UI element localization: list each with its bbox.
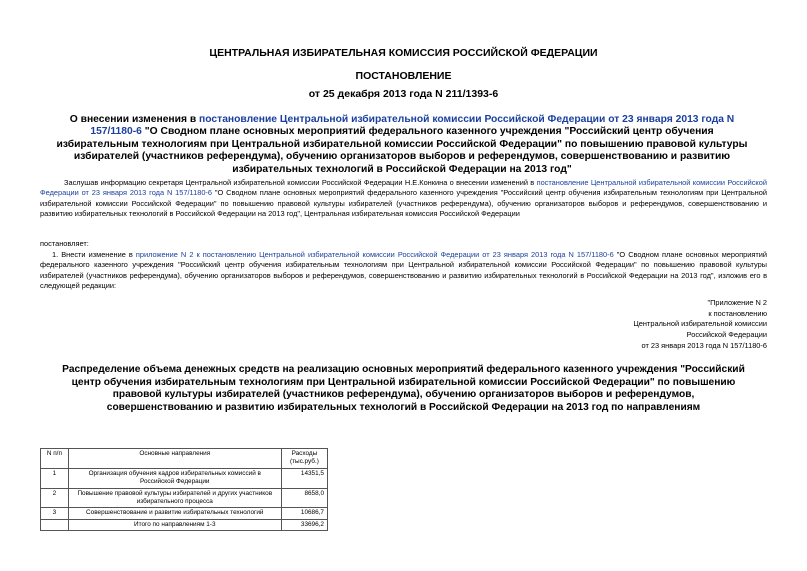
- table-title: Распределение объема денежных средств на реализацию основных мероприятий федерального казенного учреждения "Российский центр обучения избирательным технологиям при Центральной избирательной комиссии Российской Федерации" по повышению правовой культуры избирателей (участников референдума), обучению организаторов выборов и референдумов, совершенствованию и развитию избирательных технологий в Российской Федерации на 2013 год по направлениям: [62, 364, 745, 413]
- row-name: Организация обучения кадров избирательных комиссий в Российской Федерации: [68, 468, 281, 488]
- item1-link[interactable]: приложение N 2 к постановлению Центральной избирательной комиссии Российской Федерации от 23 января 2013 года N 157/1180-6: [135, 250, 614, 259]
- appendix-line-1: "Приложение N 2: [707, 298, 767, 307]
- table-row: [41, 468, 328, 488]
- doc-type-heading: ПОСТАНОВЛЕНИЕ: [355, 70, 452, 82]
- row-name: Совершенствование и развитие избирательных технологий: [68, 508, 281, 519]
- preamble-prefix: Заслушав информацию секретаря Центральной избирательной комиссии Российской Федерации Н.Е.Конкина о внесении изменений в: [64, 178, 537, 187]
- subject-prefix: О внесении изменения в: [69, 114, 200, 125]
- appendix-line-4: Российской Федерации: [686, 330, 767, 340]
- preamble-link[interactable]: постановление Центральной избирательной комиссии Российской Федерации от 23 января 2013 года N 157/1180-6: [40, 178, 767, 198]
- date-number-heading: от 25 декабря 2013 года N 211/1393-6: [308, 88, 499, 100]
- appendix-line-3: Центральной избирательной комиссии: [633, 319, 767, 329]
- appendix-line-2: к постановлению: [708, 308, 767, 318]
- table-row: [41, 488, 328, 508]
- total-label: Итого по направлениям 1-3: [68, 519, 281, 530]
- subject-link[interactable]: постановление Центральной избирательной комиссии Российской Федерации от 23 января 2013 года N 157/1180-6: [90, 114, 735, 138]
- distribution-table: [40, 448, 328, 531]
- preamble-suffix: "О Сводном плане основных мероприятий федерального казенного учреждения "Российский центр обучения избирательным технологиям при Центральной избирательной комиссии Российской Федерации" по повышению правовой культуры избирателей (участников референдума), обучению организаторов выборов и референдумов, совершенствованию и развитию избирательных технологий в Российской Федерации на 2013 год", Центральная избирательная комиссия Российской Федерации: [40, 188, 767, 218]
- row-num: 2: [41, 488, 69, 508]
- preamble-paragraph: [40, 178, 767, 219]
- row-value: 8658,0: [281, 488, 327, 508]
- total-num: [41, 519, 69, 530]
- appendix-line-5: от 23 января 2013 года N 157/1180-6: [641, 340, 767, 350]
- row-name: Повышение правовой культуры избирателей и других участников избирательного процесса: [68, 488, 281, 508]
- resolves-label: постановляет:: [40, 239, 89, 248]
- header-value: Расходы (тыс.руб.): [281, 449, 327, 469]
- subject-title: [52, 114, 752, 176]
- appendix-reference: [547, 298, 767, 352]
- header-num: N п/п: [41, 449, 69, 469]
- row-value: 10686,7: [281, 508, 327, 519]
- row-value: 14351,5: [281, 468, 327, 488]
- row-num: 3: [41, 508, 69, 519]
- row-num: 1: [41, 468, 69, 488]
- table-total-row: [41, 519, 328, 530]
- subject-suffix: "О Сводном плане основных мероприятий федерального казенного учреждения "Российский центр обучения избирательным технологиям при Центральной избирательной комиссии Российской Федерации" по повышению правовой культуры избирателей (участников референдума), обучению организаторов выборов и референдумов, совершенствованию и развитию избирательных технологий в Российской Федерации на 2013 год": [56, 126, 748, 175]
- table-header-row: [41, 449, 328, 469]
- table-row: [41, 508, 328, 519]
- total-value: 33696,2: [281, 519, 327, 530]
- item1-prefix: 1. Внести изменение в: [52, 250, 136, 259]
- item1-suffix: "О Сводном плане основных мероприятий федерального казенного учреждения "Российский центр обучения избирательным технологиям при Центральной избирательной комиссии Российской Федерации" по повышению правовой культуры избирателей (участников референдума), обучению организаторов выборов и референдумов, совершенствованию и развитию избирательных технологий в Российской Федерации на 2013 год", изложив его в следующей редакции:: [40, 250, 767, 290]
- header-name: Основные направления: [68, 449, 281, 469]
- org-heading: ЦЕНТРАЛЬНАЯ ИЗБИРАТЕЛЬНАЯ КОМИССИЯ РОССИЙСКОЙ ФЕДЕРАЦИИ: [209, 47, 598, 59]
- item-1-paragraph: [40, 250, 767, 291]
